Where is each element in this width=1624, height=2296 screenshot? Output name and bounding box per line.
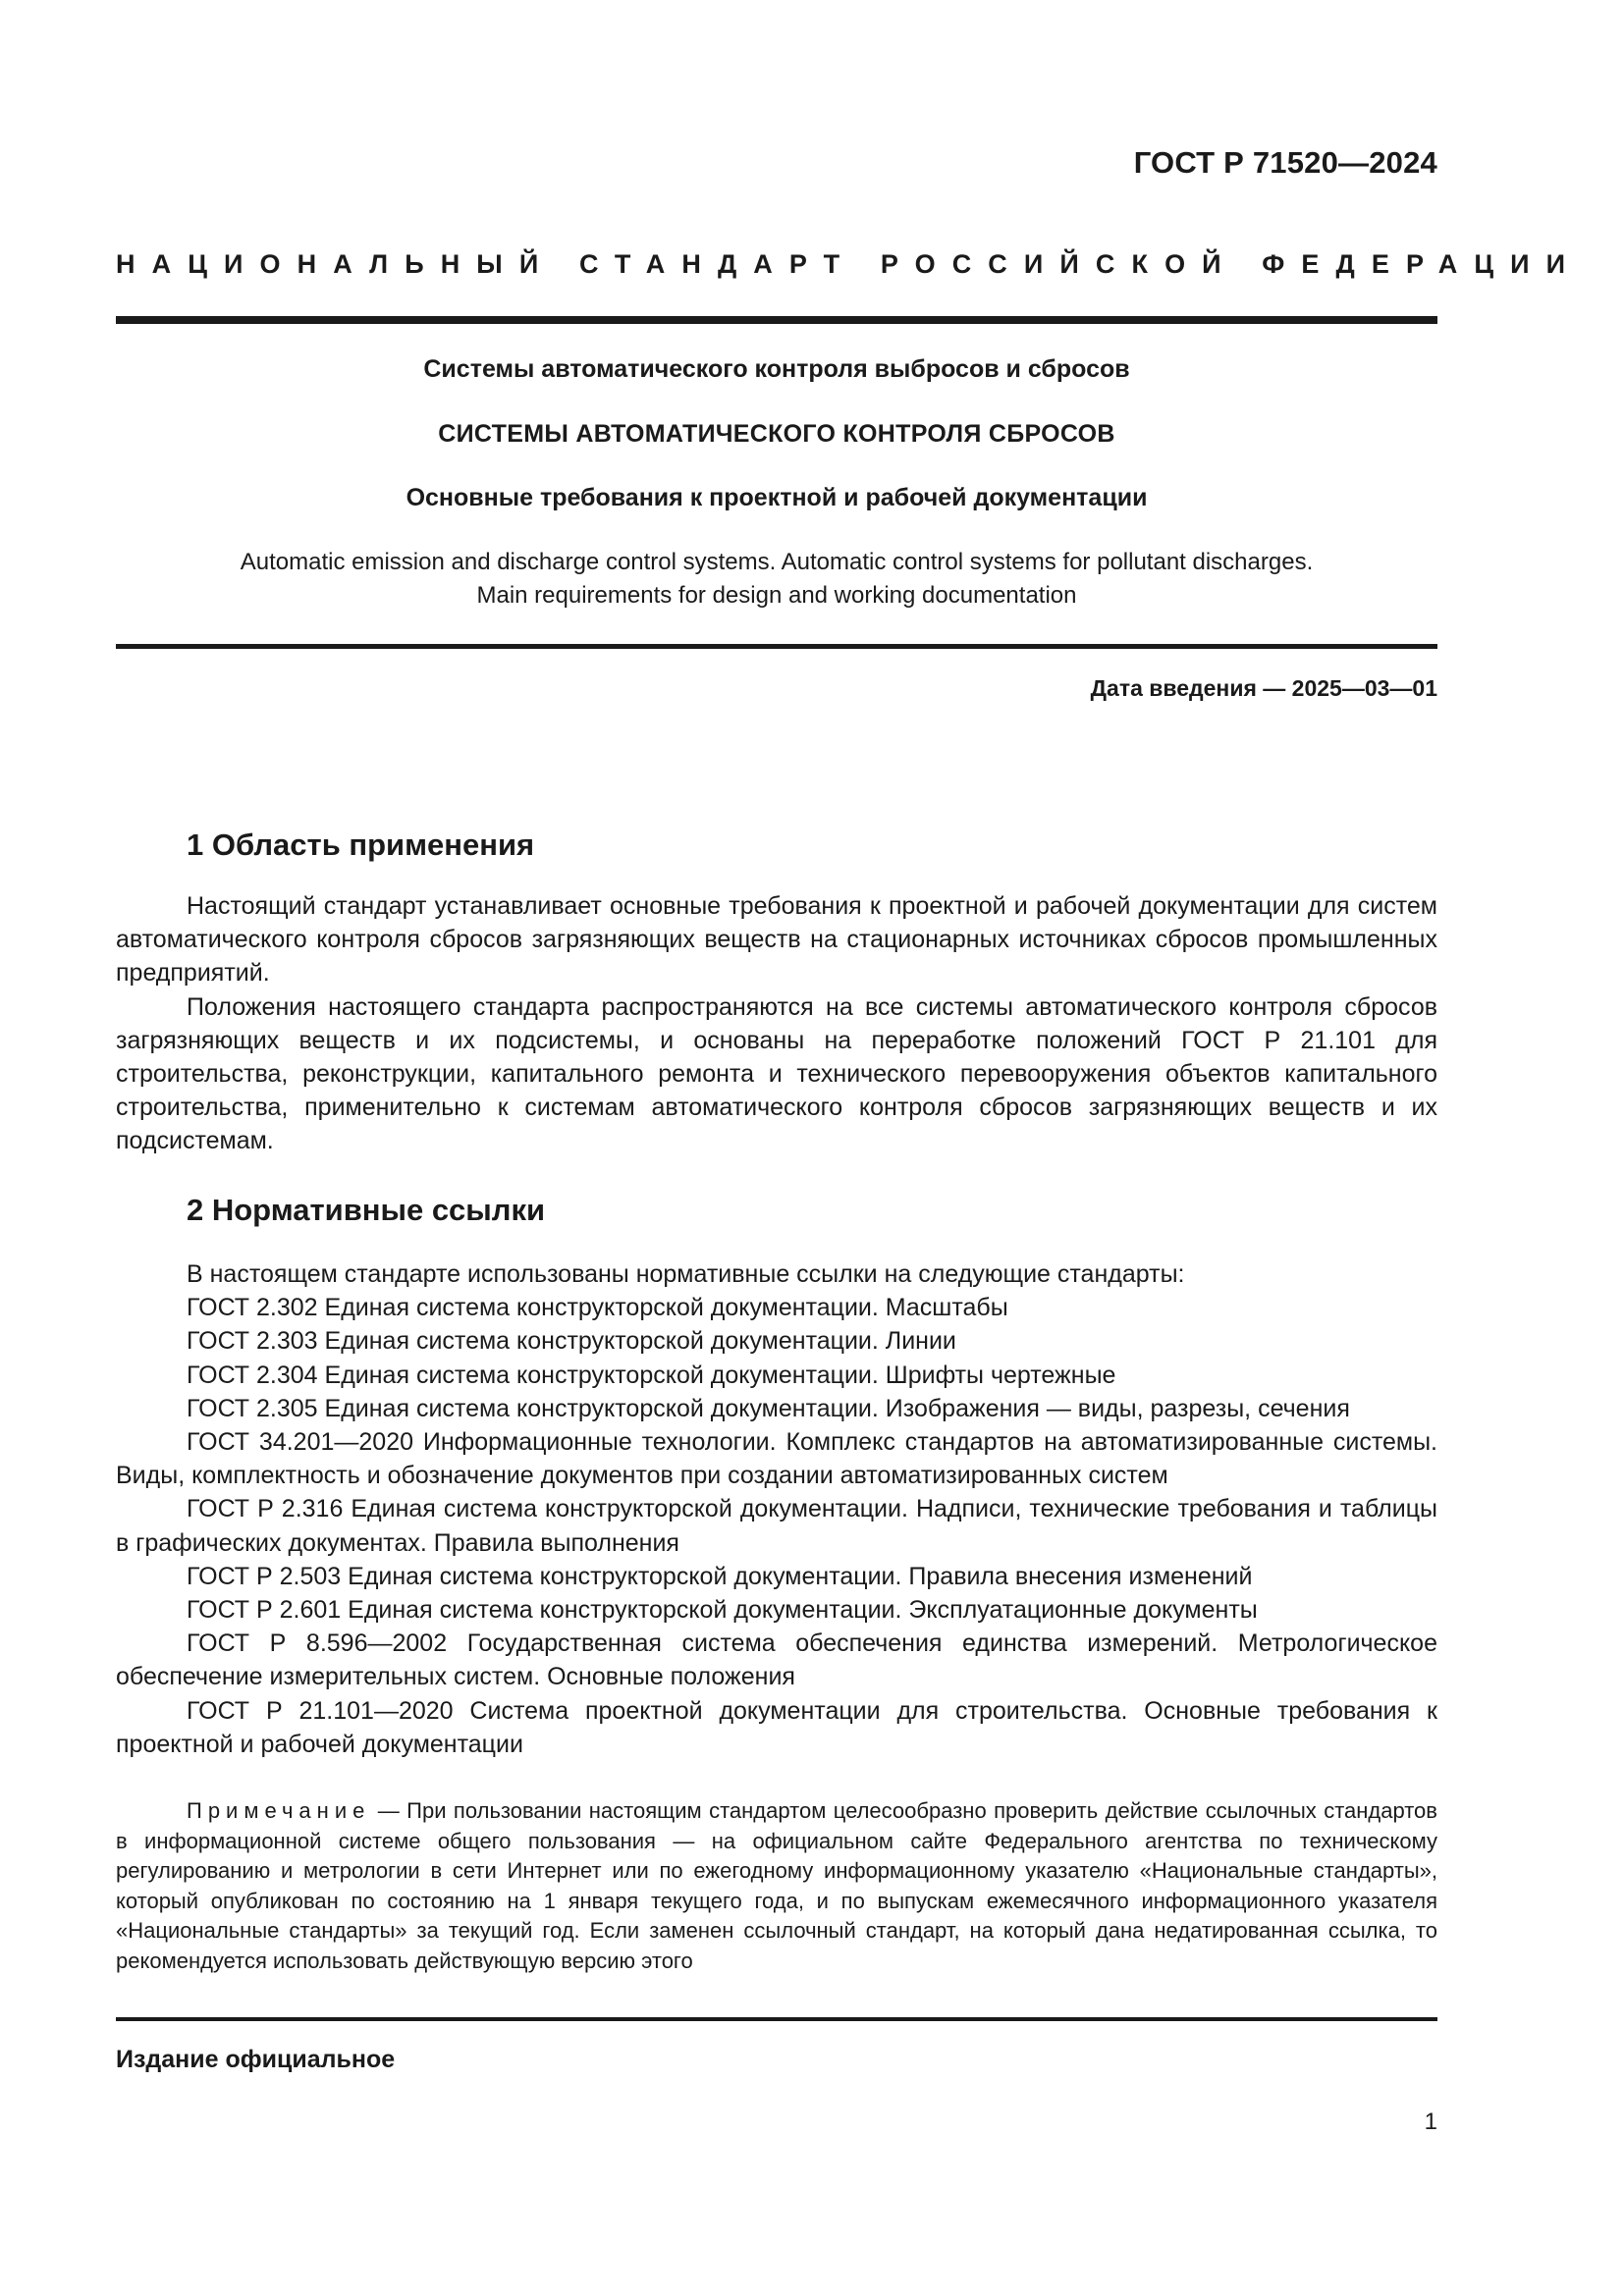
paragraph: Настоящий стандарт устанавливает основные требования к проектной и рабочей документации для систем автоматического контроля сбросов загрязняющих веществ на стационарных источниках сбросов промышленных предприятий.: [116, 892, 1437, 988]
section-scope-body: [116, 889, 1437, 1158]
note-text: — При пользовании настоящим стандартом целесообразно проверить действие ссылочных стандартов в информационной системе общего пользования — на официальном сайте Федерального агентства по техническому регулированию и метрологии в сети Интернет или по ежегодному информационному указателю «Национальные стандарты», который опубликован по состоянию на 1 января текущего года, и по выпускам ежемесячного информационного указателя «Национальные стандарты» за текущий год. Если заменен ссылочный стандарт, на который дана недатированная ссылка, то рекомендуется использовать действующую версию этого: [116, 1798, 1437, 1973]
note-label: Примечание: [187, 1798, 371, 1823]
document-number: ГОСТ Р 71520—2024: [1133, 145, 1437, 180]
reference-item: ГОСТ Р 2.601 Единая система конструкторской документации. Эксплуатационные документы: [187, 1596, 1258, 1625]
references-note: [116, 1796, 1437, 1976]
reference-item: ГОСТ 2.302 Единая система конструкторской документации. Масштабы: [187, 1294, 1008, 1322]
footer-divider: [116, 2017, 1437, 2021]
reference-item: ГОСТ 2.303 Единая система конструкторской документации. Линии: [187, 1327, 956, 1356]
top-divider: [116, 316, 1437, 324]
title-main: СИСТЕМЫ АВТОМАТИЧЕСКОГО КОНТРОЛЯ СБРОСОВ: [438, 420, 1115, 448]
introduction-date: Дата введения — 2025—03—01: [1090, 675, 1437, 701]
reference-item: ГОСТ Р 8.596—2002 Государственная система обеспечения единства измерений. Метрологическое обеспечение измерительных систем. Основные положения: [116, 1629, 1437, 1691]
title-divider: [116, 644, 1437, 649]
reference-item: ГОСТ Р 2.316 Единая система конструкторской документации. Надписи, технические требования и таблицы в графических документах. Правила выполнения: [116, 1495, 1437, 1557]
national-standard-banner: НАЦИОНАЛЬНЫЙ СТАНДАРТ РОССИЙСКОЙ ФЕДЕРАЦИИ: [116, 249, 1583, 279]
reference-item: ГОСТ Р 2.503 Единая система конструкторской документации. Правила внесения изменений: [187, 1562, 1253, 1590]
reference-item: ГОСТ Р 21.101—2020 Система проектной документации для строительства. Основные требования к проектной и рабочей документации: [116, 1696, 1437, 1758]
paragraph: Положения настоящего стандарта распространяются на все системы автоматического контроля сбросов загрязняющих веществ и их подсистемы, и основаны на переработке положений ГОСТ Р 21.101 для строительства, реконструкции, капитального ремонта и технического перевооружения объектов капитального строительства, применительно к системам автоматического контроля сбросов загрязняющих веществ и их подсистемам.: [116, 992, 1437, 1155]
english-title-line1: Automatic emission and discharge control systems. Automatic control systems for pollutant discharges.: [240, 549, 1314, 575]
reference-item: ГОСТ 2.305 Единая система конструкторской документации. Изображения — виды, разрезы, сечения: [187, 1394, 1350, 1422]
english-title: [116, 546, 1437, 613]
references-intro: В настоящем стандарте использованы нормативные ссылки на следующие стандарты:: [187, 1260, 1185, 1288]
english-title-line2: Main requirements for design and working documentation: [476, 582, 1077, 609]
section-heading-scope: 1 Область применения: [187, 828, 535, 862]
official-edition-label: Издание официальное: [116, 2046, 396, 2073]
title-group: Системы автоматического контроля выбросов и сбросов: [423, 355, 1130, 383]
section-heading-references: 2 Нормативные ссылки: [187, 1193, 546, 1227]
title-subtitle: Основные требования к проектной и рабочей документации: [406, 484, 1148, 511]
references-list: [116, 1257, 1437, 1761]
page-number: 1: [1424, 2109, 1437, 2135]
reference-item: ГОСТ 2.304 Единая система конструкторской документации. Шрифты чертежные: [187, 1361, 1116, 1389]
reference-item: ГОСТ 34.201—2020 Информационные технологии. Комплекс стандартов на автоматизированные системы. Виды, комплектность и обозначение документов при создании автоматизированных систем: [116, 1428, 1437, 1490]
